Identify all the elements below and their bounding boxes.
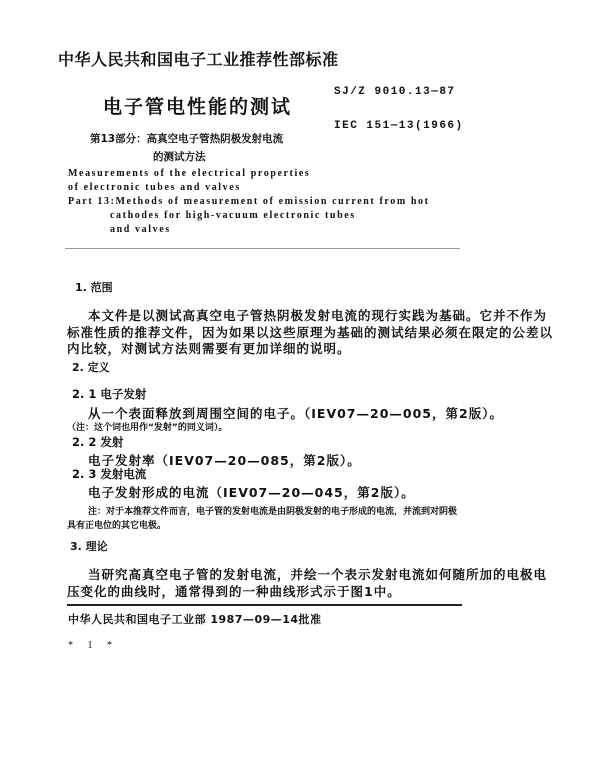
paragraph-line: 内比较，对测试方法则需要有更加详细的说明。 [67, 341, 351, 356]
paragraph-line: 标准性质的推荐文件，因为如果以这些原理为基础的测试结果必须在限定的公差以 [67, 325, 554, 340]
document-title: 电子管电性能的测试 [103, 96, 293, 118]
approval-line: 中华人民共和国电子工业部 1987—09—14批准 [68, 613, 322, 626]
english-title-line: and valves [110, 224, 171, 235]
section-1-heading: 1. 范围 [75, 281, 113, 294]
page-number: * 1 * [68, 640, 112, 651]
definition-note: （注：这个词也用作“发射”的同义词）。 [67, 423, 228, 433]
paragraph-line: 压变化的曲线时，通常得到的一种曲线形式示于图1中。 [67, 584, 401, 599]
english-title-line: Part 13:Methods of measurement of emission current from hot [68, 196, 430, 207]
section-2-2-heading: 2. 2 发射 [72, 435, 124, 449]
definition-text: 电子发射形成的电流（IEV07—20—045，第2版）。 [88, 485, 415, 500]
subtitle-line-2: 的测试方法 [153, 151, 206, 163]
english-title-line: cathodes for high-vacuum electronic tubes [110, 210, 356, 221]
section-2-heading: 2. 定义 [72, 361, 110, 374]
footer-divider [67, 604, 462, 606]
english-title-line: Measurements of the electrical properties [68, 168, 311, 179]
definition-note: 注：对于本推荐文件而言，电子管的发射电流是由阴极发射的电子形成的电流，并流到对阴极 [88, 507, 458, 517]
english-title-line: of electronic tubes and valves [68, 182, 241, 193]
definition-text: 电子发射率（IEV07—20—085，第2版）。 [88, 453, 361, 468]
paragraph-line: 本文件是以测试高真空电子管热阴极发射电流的现行实践为基础。它并不作为 [88, 308, 548, 323]
title-divider [65, 248, 460, 249]
definition-text: 从一个表面释放到周围空间的电子。（IEV07—20—005，第2版）。 [88, 406, 503, 421]
issuer-header: 中华人民共和国电子工业推荐性部标准 [58, 50, 339, 69]
paragraph-line: 当研究高真空电子管的发射电流，并绘一个表示发射电流如何随所加的电极电 [88, 567, 548, 582]
definition-note: 具有正电位的其它电极。 [67, 521, 167, 531]
section-3-heading: 3. 理论 [70, 540, 108, 553]
standard-code: SJ/Z 9010.13—87 [334, 86, 456, 98]
subtitle-line-1: 第13部分：高真空电子管热阴极发射电流 [90, 133, 284, 145]
iec-code: IEC 151—13(1966) [334, 120, 464, 132]
section-2-3-heading: 2. 3 发射电流 [72, 467, 147, 481]
section-2-1-heading: 2. 1 电子发射 [72, 387, 147, 401]
